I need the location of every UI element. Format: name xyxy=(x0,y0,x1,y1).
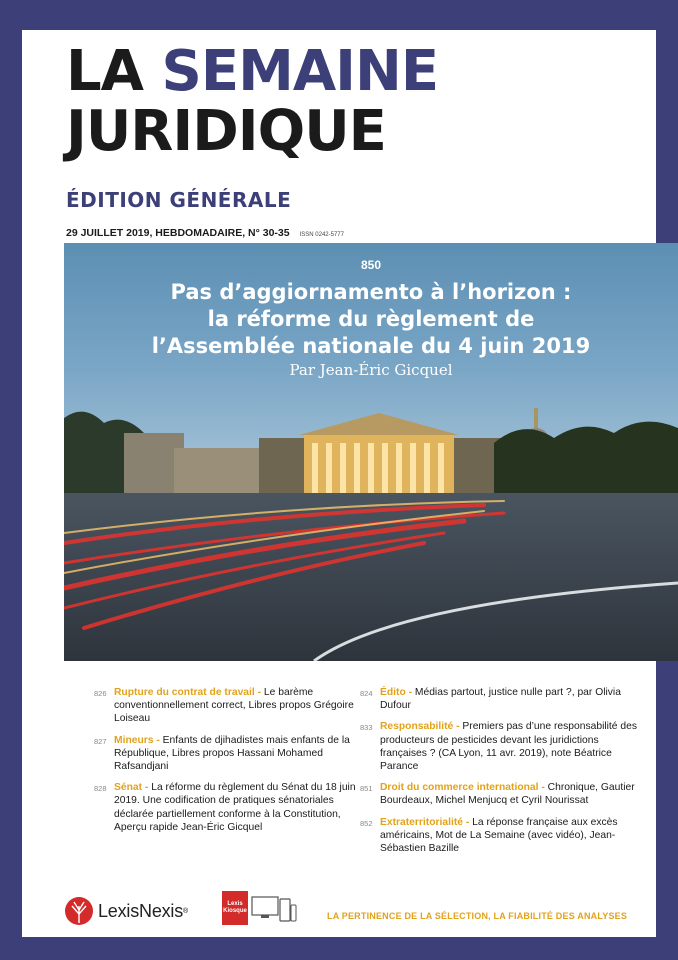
lexisnexis-wordmark: LexisNexis xyxy=(98,900,184,921)
entry-text: Le barème conventionnellement correct, Libres propos Grégoire Loiseau xyxy=(114,687,354,725)
entry-number: 833 xyxy=(360,723,373,733)
headline-line-3: l’Assemblée nationale du 4 juin 2019 xyxy=(151,334,591,358)
headline-line-1: Pas d’aggiornamento à l’horizon : xyxy=(170,280,572,304)
summary-entry[interactable] xyxy=(360,720,640,773)
entry-number: 852 xyxy=(360,818,373,828)
lexisnexis-logo xyxy=(64,896,188,926)
entry-number: 827 xyxy=(94,736,107,746)
masthead-line-1 xyxy=(66,39,439,104)
cover-photo xyxy=(64,243,678,661)
summary-left xyxy=(94,686,374,842)
entry-number: 828 xyxy=(94,784,107,794)
entry-rubric: Droit du commerce international - xyxy=(380,782,545,794)
entry-rubric: Responsabilité - xyxy=(380,721,460,733)
summary-entry[interactable] xyxy=(360,686,640,712)
entry-text: Chronique, Gautier Bourdeaux, Michel Menjucq et Cyril Nourissat xyxy=(380,782,635,807)
masthead-line-2: JURIDIQUE xyxy=(66,99,386,164)
issue-dateline xyxy=(66,227,344,239)
summary-entry[interactable] xyxy=(94,781,374,834)
kiosque-line-2: Kiosque xyxy=(223,908,247,914)
tagline: LA PERTINENCE DE LA SÉLECTION, LA FIABILITÉ DES ANALYSES xyxy=(327,911,628,921)
entry-text: Enfants de djihadistes mais enfants de la République, Libres propos Hassani Mohamed Rafsandjani xyxy=(114,734,350,773)
lexis-kiosque xyxy=(222,891,297,925)
edition-label: ÉDITION GÉNÉRALE xyxy=(66,188,292,212)
entry-rubric: Édito - xyxy=(380,687,413,698)
headline-line-2: la réforme du règlement de xyxy=(207,307,535,331)
summary-right xyxy=(360,686,640,863)
entry-rubric: Sénat - xyxy=(114,782,149,794)
entry-text: La réforme du règlement du Sénat du 18 juin 2019. Une codification de pratiques sénatoriales déclarée partiellement conforme à la Constitution, Aperçu rapide Jean-Éric Gicquel xyxy=(114,782,356,833)
summary-entry[interactable] xyxy=(94,734,374,774)
entry-number: 851 xyxy=(360,784,373,794)
lexisnexis-tree-icon xyxy=(64,896,94,926)
masthead-semaine: SEMAINE xyxy=(161,39,439,104)
cover-headline xyxy=(64,279,678,360)
summary-entry[interactable] xyxy=(360,781,640,807)
summary-entry[interactable] xyxy=(94,686,374,726)
entry-text: Médias partout, justice nulle part ?, par Olivia Dufour xyxy=(380,687,621,712)
devices-icon xyxy=(251,895,297,925)
cover-byline: Par Jean-Éric Gicquel xyxy=(289,361,453,379)
issue-date: 29 JUILLET 2019, HEBDOMADAIRE, N° 30-35 xyxy=(66,227,290,239)
cover-article-number: 850 xyxy=(360,258,382,272)
summary-entry[interactable] xyxy=(360,816,640,856)
entry-number: 826 xyxy=(94,689,107,698)
entry-text: La réponse française aux excès américains, Mot de La Semaine (avec vidéo), Jean-Sébastien Bazille xyxy=(380,816,618,855)
kiosque-line-1: Lexis xyxy=(227,901,243,907)
masthead-la: LA xyxy=(66,39,162,104)
kiosque-logo xyxy=(222,891,248,925)
entry-rubric: Rupture du contrat de travail - xyxy=(114,687,262,698)
registered-mark: ® xyxy=(183,907,189,915)
entry-number: 824 xyxy=(360,689,373,698)
masthead xyxy=(66,39,439,164)
entry-rubric: Mineurs - xyxy=(114,734,160,746)
entry-text: Premiers pas d’une responsabilité des producteurs de pesticides devant les juridictions françaises ? (CA Lyon, 11 avr. 2019), note Béatrice Parance xyxy=(380,721,637,773)
entry-rubric: Extraterritorialité - xyxy=(380,816,470,828)
issn: ISSN 0242-5777 xyxy=(299,232,344,238)
